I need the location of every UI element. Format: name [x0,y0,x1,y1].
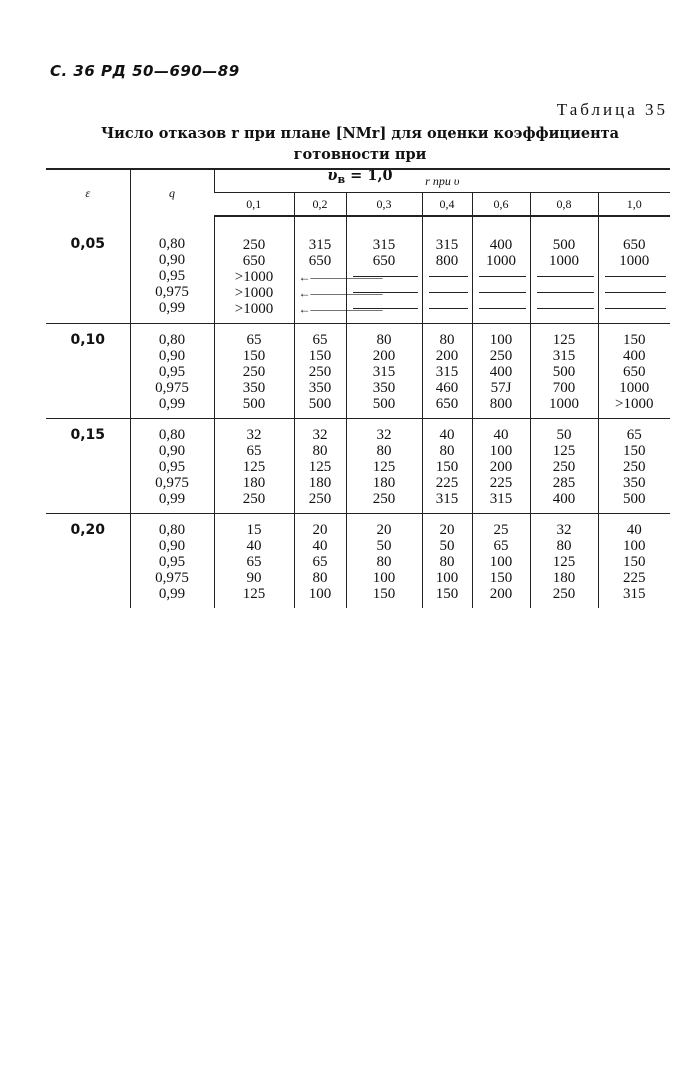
r-cell [472,216,530,324]
r-value: 100 [489,332,513,348]
r-cell [422,216,472,324]
q-value: 0,95 [158,459,186,475]
r-cell [530,514,598,609]
r-cell [294,324,346,419]
header-v: 0,3 [346,193,422,217]
r-value: 50 [439,538,455,554]
r-value: 500 [623,491,646,507]
r-value: 80 [556,538,572,554]
r-value: 65 [246,554,262,570]
page-header: С. 36 РД 50—690—89 [50,62,240,80]
r-value: 150 [623,332,646,348]
q-value: 0,99 [158,396,186,412]
dash-mark [473,301,530,317]
q-value: 0,975 [155,380,189,396]
r-cell [346,324,422,419]
q-cell [130,324,214,419]
r-cell [346,419,422,514]
q-value: 0,80 [158,236,186,252]
q-value: 0,90 [158,443,186,459]
header-q: q [130,169,214,216]
r-value: 80 [439,332,455,348]
r-value: 1000 [486,253,516,269]
r-value: 40 [312,538,328,554]
r-value: >1000 [615,396,654,412]
r-value: 32 [246,427,262,443]
r-value: 800 [435,253,459,269]
dash-mark [599,269,671,285]
r-cell [346,216,422,324]
r-cell [422,514,472,609]
eps-cell: 0,15 [46,419,130,514]
r-value: 25 [493,522,509,538]
r-value: 180 [372,475,396,491]
r-value: 650 [623,364,646,380]
q-value: 0,95 [158,268,186,284]
r-value: 315 [372,364,396,380]
header-v: 0,2 [294,193,346,217]
r-value: 350 [372,380,396,396]
dash-mark [423,285,472,301]
r-value: >1000 [234,269,274,285]
r-value: 40 [439,427,455,443]
r-value: 65 [312,554,328,570]
r-value: 180 [308,475,332,491]
r-value: 100 [489,443,513,459]
header-v: 0,6 [472,193,530,217]
r-value: 65 [312,332,328,348]
dash-mark [423,269,472,285]
r-value: 32 [312,427,328,443]
header-v: 0,4 [422,193,472,217]
r-cell [472,514,530,609]
r-value: 50 [376,538,392,554]
r-value: 150 [372,586,396,602]
table-row-group [46,419,670,514]
r-value: 125 [552,554,576,570]
eps-cell: 0,10 [46,324,130,419]
caption-v-symbol: υ [327,167,338,184]
caption-v-value: = 1,0 [345,167,393,184]
r-value: 225 [435,475,459,491]
q-value: 0,975 [155,284,189,300]
r-value: 40 [246,538,262,554]
r-value: 250 [242,364,266,380]
q-value: 0,95 [158,364,186,380]
r-value: 80 [312,443,328,459]
caption-v-subscript: в [337,173,346,186]
q-value: 0,90 [158,252,186,268]
dash-mark [347,301,422,317]
r-value: 150 [489,570,513,586]
r-value: 315 [623,586,646,602]
r-value: 315 [435,237,459,253]
r-value: 65 [246,332,262,348]
r-value: 1000 [549,253,579,269]
q-value: 0,99 [158,491,186,507]
r-value: 65 [626,427,642,443]
r-value: 650 [623,237,646,253]
r-cell [598,324,670,419]
r-value: 125 [552,443,576,459]
r-value: 1000 [549,396,579,412]
q-value: 0,95 [158,554,186,570]
r-cell [214,216,294,324]
q-value: 0,80 [158,427,186,443]
r-cell [598,514,670,609]
r-cell [214,324,294,419]
r-value: 125 [552,332,576,348]
r-value: 100 [308,586,332,602]
r-cell [472,324,530,419]
r-value: 250 [308,491,332,507]
header-eps: ε [46,169,130,216]
r-value: 150 [435,586,459,602]
r-value: 700 [552,380,576,396]
r-value: 315 [489,491,513,507]
r-cell [530,419,598,514]
eps-cell: 0,05 [46,216,130,324]
r-value: 200 [489,459,513,475]
q-value: 0,99 [158,586,186,602]
r-value: 125 [372,459,396,475]
r-value: 20 [439,522,455,538]
q-value: 0,90 [158,348,186,364]
r-value: 315 [552,348,576,364]
r-value: 250 [242,491,266,507]
table-number: Таблица 35 [556,100,668,119]
r-value: 80 [439,554,455,570]
r-value: 225 [623,570,646,586]
r-value: 80 [376,443,392,459]
r-value: 250 [552,586,576,602]
r-value: 200 [372,348,396,364]
r-value: 57J [490,380,512,396]
r-value: 460 [435,380,459,396]
q-value: 0,99 [158,300,186,316]
r-value: 315 [372,237,396,253]
r-value: 350 [623,475,646,491]
r-value: 150 [435,459,459,475]
r-cell [472,419,530,514]
r-value: 500 [242,396,266,412]
header-v: 0,1 [214,193,294,217]
data-table [46,168,670,608]
r-value: 650 [242,253,266,269]
r-value: 250 [552,459,576,475]
r-value: 40 [626,522,642,538]
r-cell [346,514,422,609]
q-value: 0,975 [155,570,189,586]
r-value: 250 [308,364,332,380]
dash-mark [423,301,472,317]
dash-mark [599,301,671,317]
r-value: 400 [489,364,513,380]
eps-cell: 0,20 [70,522,106,538]
dash-mark [473,285,530,301]
r-value: >1000 [234,301,274,317]
r-value: 500 [372,396,396,412]
q-cell [130,419,214,514]
header-row-1 [46,169,670,193]
r-value: 315 [435,364,459,380]
r-value: 15 [246,522,262,538]
r-cell [422,324,472,419]
r-value: 100 [623,538,646,554]
r-value: 650 [308,253,332,269]
dash-mark [599,285,671,301]
r-cell [294,419,346,514]
r-value: 150 [623,443,646,459]
dash-mark [347,269,422,285]
left-arrow-mark: ←—————— [298,286,383,300]
r-value: 400 [489,237,513,253]
dash-mark [531,301,598,317]
r-value: 150 [623,554,646,570]
r-value: 100 [372,570,396,586]
q-value: 0,80 [158,332,186,348]
left-arrow-mark: ←—————— [298,302,383,316]
r-value: 400 [623,348,646,364]
r-value: 32 [376,427,392,443]
r-value: 80 [376,554,392,570]
q-value: 0,975 [155,475,189,491]
r-value: 250 [489,348,513,364]
r-cell [598,419,670,514]
r-value: 500 [552,237,576,253]
r-value: 125 [242,586,266,602]
r-value: 80 [376,332,392,348]
r-value: 20 [312,522,328,538]
r-value: 1000 [619,253,650,269]
q-value: 0,80 [158,522,186,538]
r-value: 50 [556,427,572,443]
r-value: >1000 [234,285,274,301]
r-cell [214,514,294,609]
header-v: 0,8 [530,193,598,217]
r-value: 500 [308,396,332,412]
r-value: 100 [435,570,459,586]
r-value: 225 [489,475,513,491]
r-value: 100 [489,554,513,570]
r-value: 180 [552,570,576,586]
r-value: 650 [372,253,396,269]
r-value: 125 [308,459,332,475]
r-value: 800 [489,396,513,412]
r-value: 350 [242,380,266,396]
q-value: 0,90 [158,538,186,554]
table-row-group [46,514,670,609]
r-value: 650 [435,396,459,412]
dash-mark [473,269,530,285]
r-cell [598,216,670,324]
r-value: 90 [246,570,262,586]
r-value: 32 [556,522,572,538]
r-value: 285 [552,475,576,491]
r-value: 315 [308,237,332,253]
r-value: 350 [308,380,332,396]
r-value: 150 [308,348,332,364]
caption-line-1: Число отказов r при плане [NMr] для оценки коэффициента готовности при [100,125,620,163]
dash-mark [531,269,598,285]
r-value: 180 [242,475,266,491]
header-v: 1,0 [598,193,670,217]
r-value: 200 [489,586,513,602]
r-value: 250 [623,459,646,475]
r-value: 65 [246,443,262,459]
r-value: 65 [493,538,509,554]
r-value: 150 [242,348,266,364]
r-value: 315 [435,491,459,507]
r-value: 80 [312,570,328,586]
r-value: 20 [376,522,392,538]
r-value: 400 [552,491,576,507]
q-cell [130,514,214,609]
left-arrow-mark: ←—————— [298,270,383,284]
r-value: 200 [435,348,459,364]
r-value: 80 [439,443,455,459]
r-cell [294,514,346,609]
r-cell [530,324,598,419]
dash-mark [531,285,598,301]
header-r-group: r при υ [214,169,670,193]
r-value: 250 [372,491,396,507]
q-cell [130,216,214,324]
r-value: 125 [242,459,266,475]
table-row-group [46,216,670,324]
table-row-group [46,324,670,419]
r-cell [294,216,383,324]
r-value: 250 [242,237,266,253]
r-value: 500 [552,364,576,380]
r-value: 40 [493,427,509,443]
r-value: 1000 [619,380,650,396]
r-cell [214,419,294,514]
r-cell [530,216,598,324]
r-cell [422,419,472,514]
dash-mark [347,285,422,301]
